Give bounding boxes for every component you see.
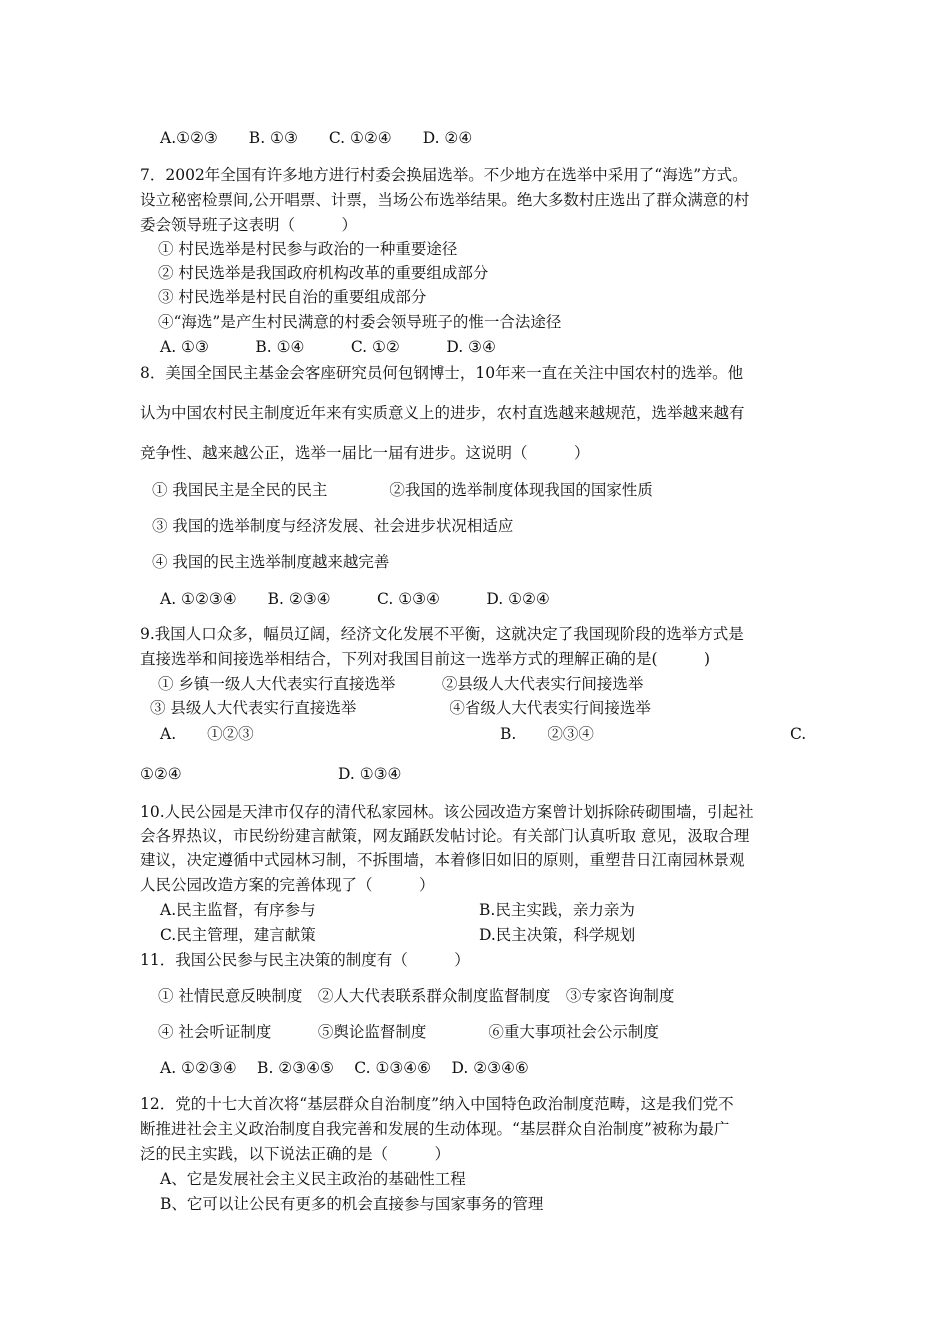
q12-option-b: B、它可以让公民有更多的机会直接参与国家事务的管理 bbox=[160, 1195, 544, 1213]
q12-stem-line: 泛的民主实践，以下说法正确的是（ ） bbox=[140, 1145, 451, 1163]
q10-option-d: D.民主决策，科学规划 bbox=[479, 926, 636, 944]
q9-option-c: C. bbox=[790, 725, 807, 743]
q9-item: ③ 县级人大代表实行直接选举 ④省级人大代表实行间接选举 bbox=[150, 699, 651, 717]
q9-option-b: B. ②③④ bbox=[500, 725, 594, 743]
q12-stem-line: 断推进社会主义政治制度自我完善和发展的生动体现。“基层群众自治制度”被称为最广 bbox=[140, 1120, 730, 1138]
q8-options: A. ①②③④ B. ②③④ C. ①③④ D. ①②④ bbox=[160, 590, 550, 608]
q7-stem-line: 设立秘密检票间,公开唱票、计票，当场公布选举结果。绝大多数村庄选出了群众满意的村 bbox=[140, 191, 750, 209]
q7-stem-line: 委会领导班子这表明（ ） bbox=[140, 216, 358, 234]
q7-stem-line: 7．2002年全国有许多地方进行村委会换届选举。不少地方在选举中采用了“海选”方式。 bbox=[140, 166, 748, 184]
q7-options: A. ①③ B. ①④ C. ①② D. ③④ bbox=[160, 338, 496, 356]
q11-item: ① 社情民意反映制度 ②人大代表联系群众制度监督制度 ③专家咨询制度 bbox=[158, 987, 675, 1005]
q8-stem-line: 竞争性、越来越公正，选举一届比一届有进步。这说明（ ） bbox=[140, 444, 590, 462]
q8-item: ③ 我国的选举制度与经济发展、社会进步状况相适应 bbox=[152, 517, 514, 535]
q9-option-d: D. ①③④ bbox=[338, 765, 402, 783]
q8-stem-line: 认为中国农村民主制度近年来有实质意义上的进步，农村直选越来越规范，选举越来越有 bbox=[140, 404, 745, 422]
q12-option-a: A、它是发展社会主义民主政治的基础性工程 bbox=[160, 1170, 466, 1188]
q8-stem-line: 8．美国全国民主基金会客座研究员何包钢博士，10年来一直在关注中国农村的选举。他 bbox=[140, 364, 744, 382]
q7-item: ① 村民选举是村民参与政治的一种重要途径 bbox=[158, 240, 458, 258]
q6-options: A.①②③ B. ①③ C. ①②④ D. ②④ bbox=[160, 129, 473, 147]
q10-stem-line: 会各界热议，市民纷纷建言献策，网友踊跃发帖讨论。有关部门认真听取 意见，汲取合理 bbox=[140, 827, 750, 845]
q9-stem-line: 直接选举和间接选举相结合，下列对我国目前这一选举方式的理解正确的是( ) bbox=[140, 650, 711, 668]
q8-item: ① 我国民主是全民的民主 ②我国的选举制度体现我国的国家性质 bbox=[152, 481, 653, 499]
q9-option-c-cont: ①②④ bbox=[140, 765, 182, 783]
q10-stem-line: 建议，决定遵循中式园林习制，不拆围墙，本着修旧如旧的原则，重塑昔日江南园林景观 bbox=[140, 851, 745, 869]
q9-stem-line: 9.我国人口众多，幅员辽阔，经济文化发展不平衡，这就决定了我国现阶段的选举方式是 bbox=[140, 625, 744, 643]
q12-stem-line: 12．党的十七大首次将“基层群众自治制度”纳入中国特色政治制度范畴，这是我们党不 bbox=[140, 1095, 734, 1113]
q10-stem-line: 10.人民公园是天津市仅存的清代私家园林。该公园改造方案曾计划拆除砖砌围墙，引起社 bbox=[140, 803, 754, 821]
q10-stem-line: 人民公园改造方案的完善体现了（ ） bbox=[140, 876, 435, 894]
q11-options: A. ①②③④ B. ②③④⑤ C. ①③④⑥ D. ②③④⑥ bbox=[160, 1059, 529, 1077]
q11-item: ④ 社会听证制度 ⑤舆论监督制度 ⑥重大事项社会公示制度 bbox=[158, 1023, 659, 1041]
q10-option-a: A.民主监督，有序参与 bbox=[160, 901, 316, 919]
q11-stem: 11．我国公民参与民主决策的制度有（ ） bbox=[140, 951, 470, 969]
q9-option-a: A. ①②③ bbox=[160, 725, 254, 743]
q10-option-b: B.民主实践，亲力亲为 bbox=[479, 901, 635, 919]
q10-option-c: C.民主管理，建言献策 bbox=[160, 926, 316, 944]
q7-item: ② 村民选举是我国政府机构改革的重要组成部分 bbox=[158, 264, 489, 282]
q7-item: ③ 村民选举是村民自治的重要组成部分 bbox=[158, 288, 427, 306]
q8-item: ④ 我国的民主选举制度越来越完善 bbox=[152, 553, 390, 571]
q9-item: ① 乡镇一级人大代表实行直接选举 ②县级人大代表实行间接选举 bbox=[158, 675, 644, 693]
q7-item: ④“海选”是产生村民满意的村委会领导班子的惟一合法途径 bbox=[158, 313, 562, 331]
